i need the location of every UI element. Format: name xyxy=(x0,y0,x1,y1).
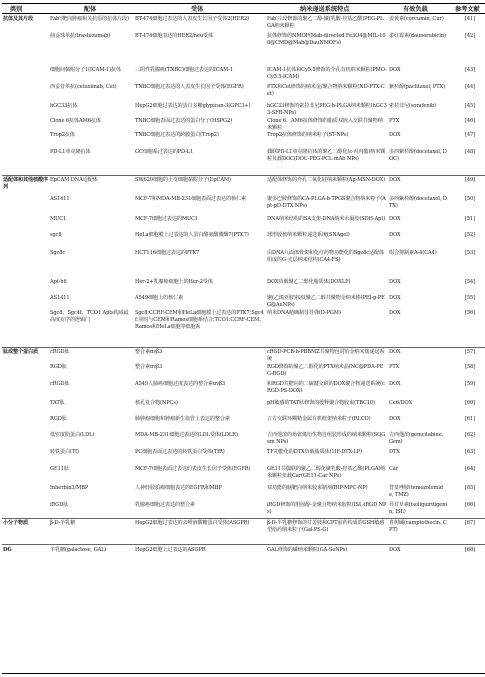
receptor-cell: BT-474细胞表达的HER2/neu受体 xyxy=(135,33,214,39)
receptor-cell: MCF-7细胞过表达的MUC1 xyxy=(135,216,199,222)
reference-cell: [57] xyxy=(464,349,476,355)
payload-cell: 多西紫杉醇(docetaxel, DOC) xyxy=(389,149,447,163)
reference-cell: [53] xyxy=(464,250,476,256)
features-cell: 双功能的脑靶向纳米胶束制剂(BIP-MPC-NP) xyxy=(267,485,368,491)
reference-cell: [68] xyxy=(464,547,476,553)
ligand-cell: MUC1 xyxy=(50,216,67,222)
reference-cell: [51] xyxy=(464,216,476,222)
reference-cell: [41] xyxy=(464,16,476,22)
ligand-cell: iRGD肽 xyxy=(50,502,69,508)
ligand-cell: 低密度脂蛋白(LDL) xyxy=(50,432,95,438)
reference-cell: [55] xyxy=(464,295,476,301)
category-cell: DG xyxy=(3,547,12,553)
features-cell: 和RGD共靶向的二硫键交联的DOX聚合物递送系统(cRGD-PS-DOX) xyxy=(267,381,385,395)
reference-cell: [43] xyxy=(464,67,476,73)
header-payload: 有效负载 xyxy=(403,6,428,13)
reference-cell: [62] xyxy=(464,432,476,438)
category-cell: 适配体和其他核酸序列 xyxy=(3,177,48,191)
features-cell: Trop2抗体修饰的纳米粒子(ST-NPs) xyxy=(267,132,349,138)
category-divider xyxy=(2,518,485,519)
ligand-cell: RGD肽 xyxy=(50,416,67,422)
ligand-cell: GE11肽 xyxy=(50,466,69,472)
ligand-cell: Fab′(靶向肿瘤相关抗原的抗体片段) xyxy=(50,16,129,22)
reference-cell: [66] xyxy=(464,502,476,508)
ligand-cell: Trop2抗体 xyxy=(50,132,75,138)
reference-cell: [48] xyxy=(464,149,476,155)
receptor-cell: A549细胞上的核仁素 xyxy=(135,295,183,301)
features-cell: PTX和Cet修饰的纳米金/聚合物纳米颗粒(ND-PTX-Cet) xyxy=(267,84,385,98)
ligand-cell: Inherbin3/MBP xyxy=(50,485,89,491)
features-cell: 由DNA八面体骨架和化疗药物功能化的Sgc8c适配体组成的G-壳层纳米结构(CA4-FS) xyxy=(267,250,385,264)
ligand-cell: hGC33抗体 xyxy=(50,103,78,109)
ligand-cell: cRGD肽 xyxy=(50,349,70,355)
features-cell: TF功能化的DTX负载脂质体(1IF-DTX-LP) xyxy=(267,449,362,455)
features-cell: 抗体修饰的NMOF(Mab-directed Fe3O4@MIL-100@CMD@Mab@DauNMOFs) xyxy=(267,33,386,47)
receptor-cell: 整合素αvβ3 xyxy=(135,349,163,355)
features-cell: 适配体修饰的介孔二氧化硅纳米颗粒(Ap-MSN-DOX) xyxy=(267,177,386,183)
ligand-cell: 转铁蛋白(Tf) xyxy=(50,449,79,455)
receptor-cell: TNBC细胞过表达的人表皮生长因子受体(EGFR) xyxy=(135,84,244,90)
reference-cell: [54] xyxy=(464,279,476,285)
payload-cell: DOX xyxy=(389,381,401,387)
reference-cell: [60] xyxy=(464,400,476,406)
reference-cell: [45] xyxy=(464,103,476,109)
features-cell: 立方交联环糊精金属有机框架纳米粒子(RLCD) xyxy=(267,416,371,422)
payload-cell: DOX xyxy=(389,67,401,73)
payload-cell: DOX xyxy=(389,547,401,553)
reference-cell: [58] xyxy=(464,364,476,370)
receptor-cell: HCT116细胞过表达的PTK7 xyxy=(135,250,200,256)
header-rule xyxy=(2,13,485,14)
ligand-cell: Sgc8、Sgc4f、TCO1 Apts构成最高度有序的逻辑门 xyxy=(50,310,129,324)
features-cell: 吉西他滨的角鲨烯衍生物自组装形成的纳米颗粒(SQGem NPs) xyxy=(267,432,386,446)
receptor-cell: SW620细胞的上皮细胞黏附分子(EpCAM) xyxy=(135,177,231,183)
ligand-cell: cRGD肽 xyxy=(50,381,70,387)
reference-cell: [47] xyxy=(464,132,476,138)
ligand-cell: PD-L1单克隆抗体 xyxy=(50,149,91,155)
reference-cell: [49] xyxy=(464,177,476,183)
receptor-cell: Sgc8:CCRF-CEM和HeLa细胞膜上过表达的PTK7;Sgc4f:同时与CEM和Ramos细胞系结合;TCO1:CCRF-CEM、Ramos和HeLa细胞等细胞系 xyxy=(135,310,265,331)
receptor-cell: 肺肿瘤细胞和肿瘤新生血管上表达的整合素 xyxy=(135,416,230,422)
receptor-cell: Her-2+乳腺癌细胞上的Her-2受体 xyxy=(135,279,213,285)
reference-cell: [44] xyxy=(464,84,476,90)
ligand-cell: 曲妥珠单抗(trastuzumab) xyxy=(50,33,111,39)
payload-cell: 索拉非尼(sorafenib) xyxy=(389,103,437,109)
reference-cell: [42] xyxy=(464,33,476,39)
ligand-cell: Apt-h6 xyxy=(50,279,67,285)
receptor-cell: HepG2细胞过表达的蛋白多糖glypican-3(GPC3+) xyxy=(135,103,251,109)
payload-cell: 姜黄素(curcumin, Cur) xyxy=(389,16,444,22)
features-cell: β-D-半乳糖修饰的甘芳胺和CPT前药构成的GSH敏感型给药纳米粒子(Gal-PS-G) xyxy=(267,520,385,534)
payload-cell: 紫杉醇(paclitaxel, PTX) xyxy=(389,84,445,90)
payload-cell: 替莫唑胺(temozolomide, TMZ) xyxy=(389,485,443,499)
features-cell: Fab′片段修饰的聚乙二醇-聚(乳酸-羟基乙酸)PEG-PLGA纳米颗粒 xyxy=(267,16,384,30)
payload-cell: DOX xyxy=(389,279,401,285)
ligand-cell: sgc8 xyxy=(50,232,62,238)
receptor-cell: TNBC细胞表面过表达的蛋白分子(HSPG2) xyxy=(135,118,233,124)
features-cell: RGD修饰的聚乙二醇化的PTX纳米晶(NC@PDA-PEG-RGD) xyxy=(267,364,384,378)
reference-cell: [67] xyxy=(464,520,476,526)
features-cell: DNA纳米结构的SA支架-DNA纳米水凝胶(SDH-Apt) xyxy=(267,216,386,222)
payload-cell: 柔红霉素(daunorubicin) xyxy=(389,33,446,39)
features-cell: GE11共偶联的聚乙二醇化聚乳酸-羟基乙酸(PLGA)纳米颗粒负载Car(GE11-Car NPs) xyxy=(267,466,386,480)
bottom-rule xyxy=(2,673,485,674)
payload-cell: DOX xyxy=(389,132,401,138)
receptor-cell: BT-474细胞过表达的人表皮生长因子受体2(HER2) xyxy=(135,16,249,22)
reference-cell: [46] xyxy=(464,118,476,124)
ligand-cell: TAT肽 xyxy=(50,400,65,406)
payload-cell: Car xyxy=(389,466,399,472)
features-cell: GAL修饰的磷纳米颗粒(GA-SeNPs) xyxy=(267,547,348,553)
reference-cell: [61] xyxy=(464,416,476,422)
receptor-cell: TNBC细胞过表达的跨膜蛋白(Trop2) xyxy=(135,132,219,138)
receptor-cell: 三阴性乳腺癌(TNBC)细胞过表达的ICAM-1 xyxy=(135,67,234,73)
category-divider xyxy=(2,544,485,545)
header-reference: 参考文献 xyxy=(455,6,480,13)
payload-cell: 多西紫杉醇(docetaxel, DTX) xyxy=(389,196,447,210)
features-cell: cRGD-PCB-b-PBBMZ共聚物包封的金纳米簇递送系统 xyxy=(267,349,385,363)
payload-cell: DTX xyxy=(389,449,400,455)
receptor-cell: MDA-MB-231细胞过表达的LDL受体(LDLR) xyxy=(135,432,238,438)
ligand-cell: EpCAM DNA适配体 xyxy=(50,177,98,183)
payload-cell: DOX xyxy=(389,416,401,422)
payload-cell: Ce6/DOX xyxy=(389,400,412,406)
header-ligand: 配体 xyxy=(84,6,97,13)
payload-cell: 组合抑制素A-4(CA4) xyxy=(389,250,437,256)
payload-cell: DOX xyxy=(389,310,401,316)
category-divider xyxy=(2,175,485,176)
features-cell: 聚(乙烯亚胺)接枝聚乙二醇共聚物金纳米棒(PEI-g-PEG@AuNPs) xyxy=(267,295,385,309)
features-cell: pH敏感的TAT肽修饰的缓释聚合物胶束(TBC10) xyxy=(267,400,375,406)
reference-cell: [64] xyxy=(464,466,476,472)
ligand-cell: β-D-半乳糖 xyxy=(50,520,76,526)
receptor-cell: HepG2细胞上过表达的ASGPR xyxy=(135,547,206,553)
receptor-cell: GC细胞系过表达的PD-L1 xyxy=(135,149,194,155)
reference-cell: [50] xyxy=(464,196,476,202)
receptor-cell: 人神经胶质瘤细胞表达的EGFR和MBP xyxy=(135,485,222,491)
ligand-cell: AS1411 xyxy=(50,295,70,301)
receptor-cell: MCF-7和MDA-MB-231细胞表面过表达的核仁素 xyxy=(135,196,247,202)
header-category: 类别 xyxy=(10,6,23,13)
header-features: 纳米递送系统特点 xyxy=(300,6,350,13)
payload-cell: PTX xyxy=(389,364,400,370)
reference-cell: [65] xyxy=(464,485,476,491)
reference-cell: [63] xyxy=(464,449,476,455)
payload-cell: DOX xyxy=(389,349,401,355)
ligand-cell: RGD肽 xyxy=(50,364,67,370)
features-cell: iRGD修饰的胆固醇-金聚合物纳米胶粒(ISL-iRGD NPs) xyxy=(267,502,387,516)
reference-cell: [59] xyxy=(464,381,476,387)
ligand-cell: 西妥昔单抗(cetuximab, Cet) xyxy=(50,84,117,90)
ligand-cell: AS1411 xyxy=(50,196,70,202)
payload-cell: DOX xyxy=(389,177,401,183)
payload-cell: DOX xyxy=(389,216,401,222)
features-cell: ICAM-1抗体和Cy5.5修饰的介孔有机纳米颗粒(PMO-Cy5.5-ICAM) xyxy=(267,67,387,81)
reference-cell: [52] xyxy=(464,232,476,238)
features-cell: 球形胶核纳米颗粒递送系统(SNAgel) xyxy=(267,232,350,238)
features-cell: 纳米DNA精确制导导弹(D-PGM) xyxy=(267,310,341,316)
features-cell: 聚多巴胺修饰的CA-PLGA-b-TPGS聚合物纳米粒子(Apt-pD-DTX NPs) xyxy=(267,196,386,210)
receptor-cell: A549人肺癌细胞过度表达的整合素αvβ3 xyxy=(135,381,226,387)
features-cell: DOX负载聚乙二醇化脂质体(DOXLP) xyxy=(267,279,351,285)
ligand-cell: 细胞间黏附分子1(ICAM-1)抗体 xyxy=(50,67,122,73)
features-cell: 偶联PD-L1单克隆抗体的聚乙二醇化(ε-丙内酯)纳米颗粒负载DOC(DOC-PEG-PCL-mAb NPs) xyxy=(267,149,386,163)
reference-cell: [56] xyxy=(464,310,476,316)
category-cell: 肽或整个蛋白质 xyxy=(3,349,38,355)
receptor-cell: MCF-7细胞表面过表达的表皮生长因子受体(EGFR) xyxy=(135,466,251,472)
category-cell: 抗体及其片段 xyxy=(3,16,33,22)
features-cell: hGC33修饰的索拉非尼PEG-b-PLGA纳米颗粒(hGC33-SFB-NPs) xyxy=(267,103,387,117)
receptor-cell: HepG2细胞过表达的去唾液酸糖蛋白受体(ASGPR) xyxy=(135,520,250,526)
ligand-cell: Clone 6抗体AM6抗体 xyxy=(50,118,101,124)
payload-cell: 喜树碱(camptothecin, CPT) xyxy=(389,520,447,534)
receptor-cell: 乳腺癌细胞过表达的整合素 xyxy=(135,502,195,508)
receptor-cell: 整合素αvβ3 xyxy=(135,364,163,370)
header-receptor: 受体 xyxy=(191,6,204,13)
payload-cell: 吉西他滨(gemcitabine, Gem) xyxy=(389,432,444,446)
payload-cell: DOX xyxy=(389,295,401,301)
receptor-cell: PC细胞表面过表达的转铁蛋白受体(TfR) xyxy=(135,449,225,455)
ligand-cell: 半乳糖(galactose, GAL) xyxy=(50,547,107,553)
receptor-cell: 核孔复合物(NPCs) xyxy=(135,400,178,406)
payload-cell: DOX xyxy=(389,232,401,238)
category-divider xyxy=(2,347,485,348)
features-cell: Clone 6、AM6抗体修饰的脂质双嵌入交联共聚物纳米颗粒 xyxy=(267,118,383,132)
category-cell: 小分子物质 xyxy=(3,520,28,526)
ligand-cell: Sgc8c xyxy=(50,250,66,256)
payload-cell: 异甘草素(isoliquiritigenin, ISL) xyxy=(389,502,447,516)
payload-cell: PTX xyxy=(389,118,400,124)
receptor-cell: HeLa细胞膜上过表达的人蛋白酪氨酸激酶7(PTK7) xyxy=(135,232,249,238)
